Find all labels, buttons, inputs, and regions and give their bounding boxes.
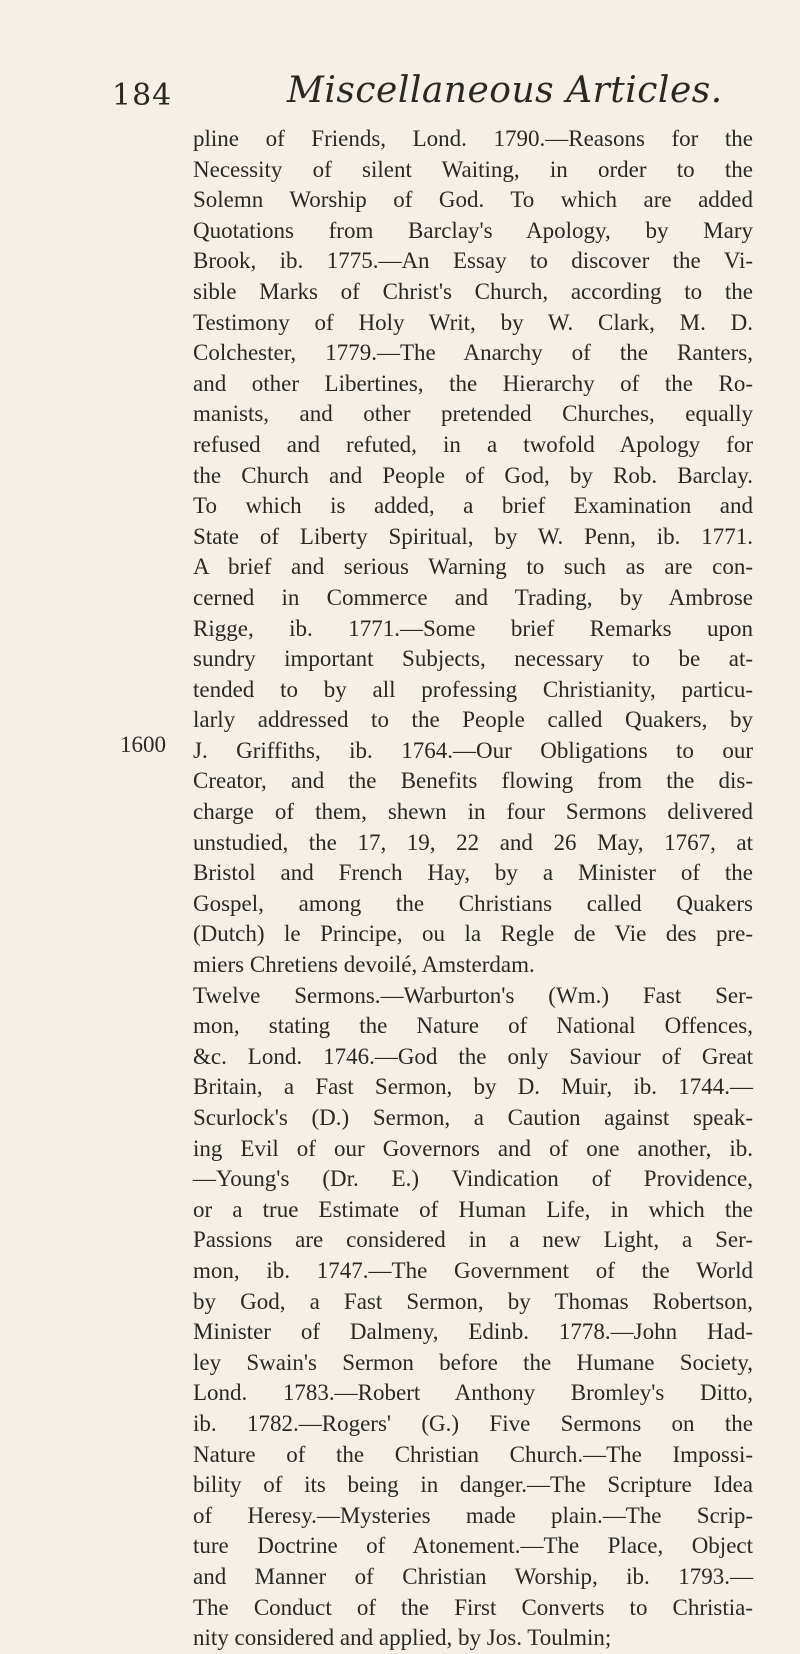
text-line: ley Swain's Sermon before the Humane Society, [193,1349,753,1375]
text-line: (Dutch) le Principe, ou la Regle de Vie des pre- [193,921,753,947]
text-line: ture Doctrine of Atonement.—The Place, Object [193,1533,753,1559]
text-line: pline of Friends, Lond. 1790.—Reasons for the [193,126,753,151]
text-line: tended to by all professing Christianity, particu- [193,676,753,702]
text-line: the Church and People of God, by Rob. Barclay. [193,462,753,488]
text-line: or a true Estimate of Human Life, in which the [193,1196,753,1222]
text-line: J. Griffiths, ib. 1764.—Our Obligations to our [193,737,753,763]
body-text [193,124,753,1654]
text-line: —Young's (Dr. E.) Vindication of Providence, [193,1166,753,1192]
text-line: Testimony of Holy Writ, by W. Clark, M. D. [193,309,753,335]
text-line: sundry important Subjects, necessary to be at- [193,646,753,672]
text-line: larly addressed to the People called Quakers, by [193,707,753,733]
text-line: Scurlock's (D.) Sermon, a Caution against speak- [193,1105,753,1130]
text-line: ing Evil of our Governors and of one another, ib. [193,1135,753,1161]
page-number: 184 [112,78,173,113]
running-head: Miscellaneous Articles. [287,70,723,111]
text-line: Solemn Worship of God. To which are added [193,187,753,213]
text-line: sible Marks of Christ's Church, according to the [193,278,753,304]
text-line: and Manner of Christian Worship, ib. 1793.— [193,1563,753,1589]
text-line: Passions are considered in a new Light, a Ser- [193,1227,753,1253]
text-line: of Heresy.—Mysteries made plain.—The Scrip- [193,1502,753,1528]
text-line: Creator, and the Benefits flowing from the dis- [193,768,753,794]
text-line: Rigge, ib. 1771.—Some brief Remarks upon [193,615,753,641]
text-line: Bristol and French Hay, by a Minister of the [193,860,753,886]
text-line: nity considered and applied, by Jos. Toulmin; [193,1625,612,1651]
text-line: ib. 1782.—Rogers' (G.) Five Sermons on the [193,1410,753,1436]
text-line: Colchester, 1779.—The Anarchy of the Ranters, [193,340,753,366]
text-line: mon, ib. 1747.—The Government of the World [193,1257,753,1283]
text-line: A brief and serious Warning to such as are con- [193,554,753,580]
text-line: Twelve Sermons.—Warburton's (Wm.) Fast Ser- [193,982,753,1008]
text-line: unstudied, the 17, 19, 22 and 26 May, 1767, at [193,829,753,855]
text-line: refused and refuted, in a twofold Apology for [193,431,753,457]
text-line: State of Liberty Spiritual, by W. Penn, ib. 1771. [193,523,753,549]
text-line: Britain, a Fast Sermon, by D. Muir, ib. 1744.— [193,1074,753,1100]
text-line: To which is added, a brief Examination and [193,493,753,519]
text-line: cerned in Commerce and Trading, by Ambrose [193,584,753,610]
text-line: Quotations from Barclay's Apology, by Mary [193,217,753,243]
text-line: charge of them, shewn in four Sermons delivered [193,799,753,825]
text-line: and other Libertines, the Hierarchy of the Ro- [193,370,753,396]
page-header [0,60,800,120]
text-line: Minister of Dalmeny, Edinb. 1778.—John Had- [193,1319,753,1345]
text-line: Necessity of silent Waiting, in order to the [193,156,753,182]
text-line: The Conduct of the First Converts to Christia- [193,1594,753,1620]
text-line: Nature of the Christian Church.—The Impossi- [193,1441,753,1467]
text-line: bility of its being in danger.—The Scripture Idea [193,1472,753,1498]
text-line: manists, and other pretended Churches, equally [193,401,753,427]
text-line: mon, stating the Nature of National Offences, [193,1013,753,1039]
text-line: &c. Lond. 1746.—God the only Saviour of Great [193,1043,753,1069]
text-line: Lond. 1783.—Robert Anthony Bromley's Ditto, [193,1380,753,1406]
text-line: miers Chretiens devoilé, Amsterdam. [193,952,535,978]
text-line: by God, a Fast Sermon, by Thomas Robertson, [193,1288,753,1314]
text-line: Gospel, among the Christians called Quakers [193,890,753,916]
margin-entry-number: 1600 [120,732,166,757]
text-line: Brook, ib. 1775.—An Essay to discover the Vi- [193,248,753,274]
